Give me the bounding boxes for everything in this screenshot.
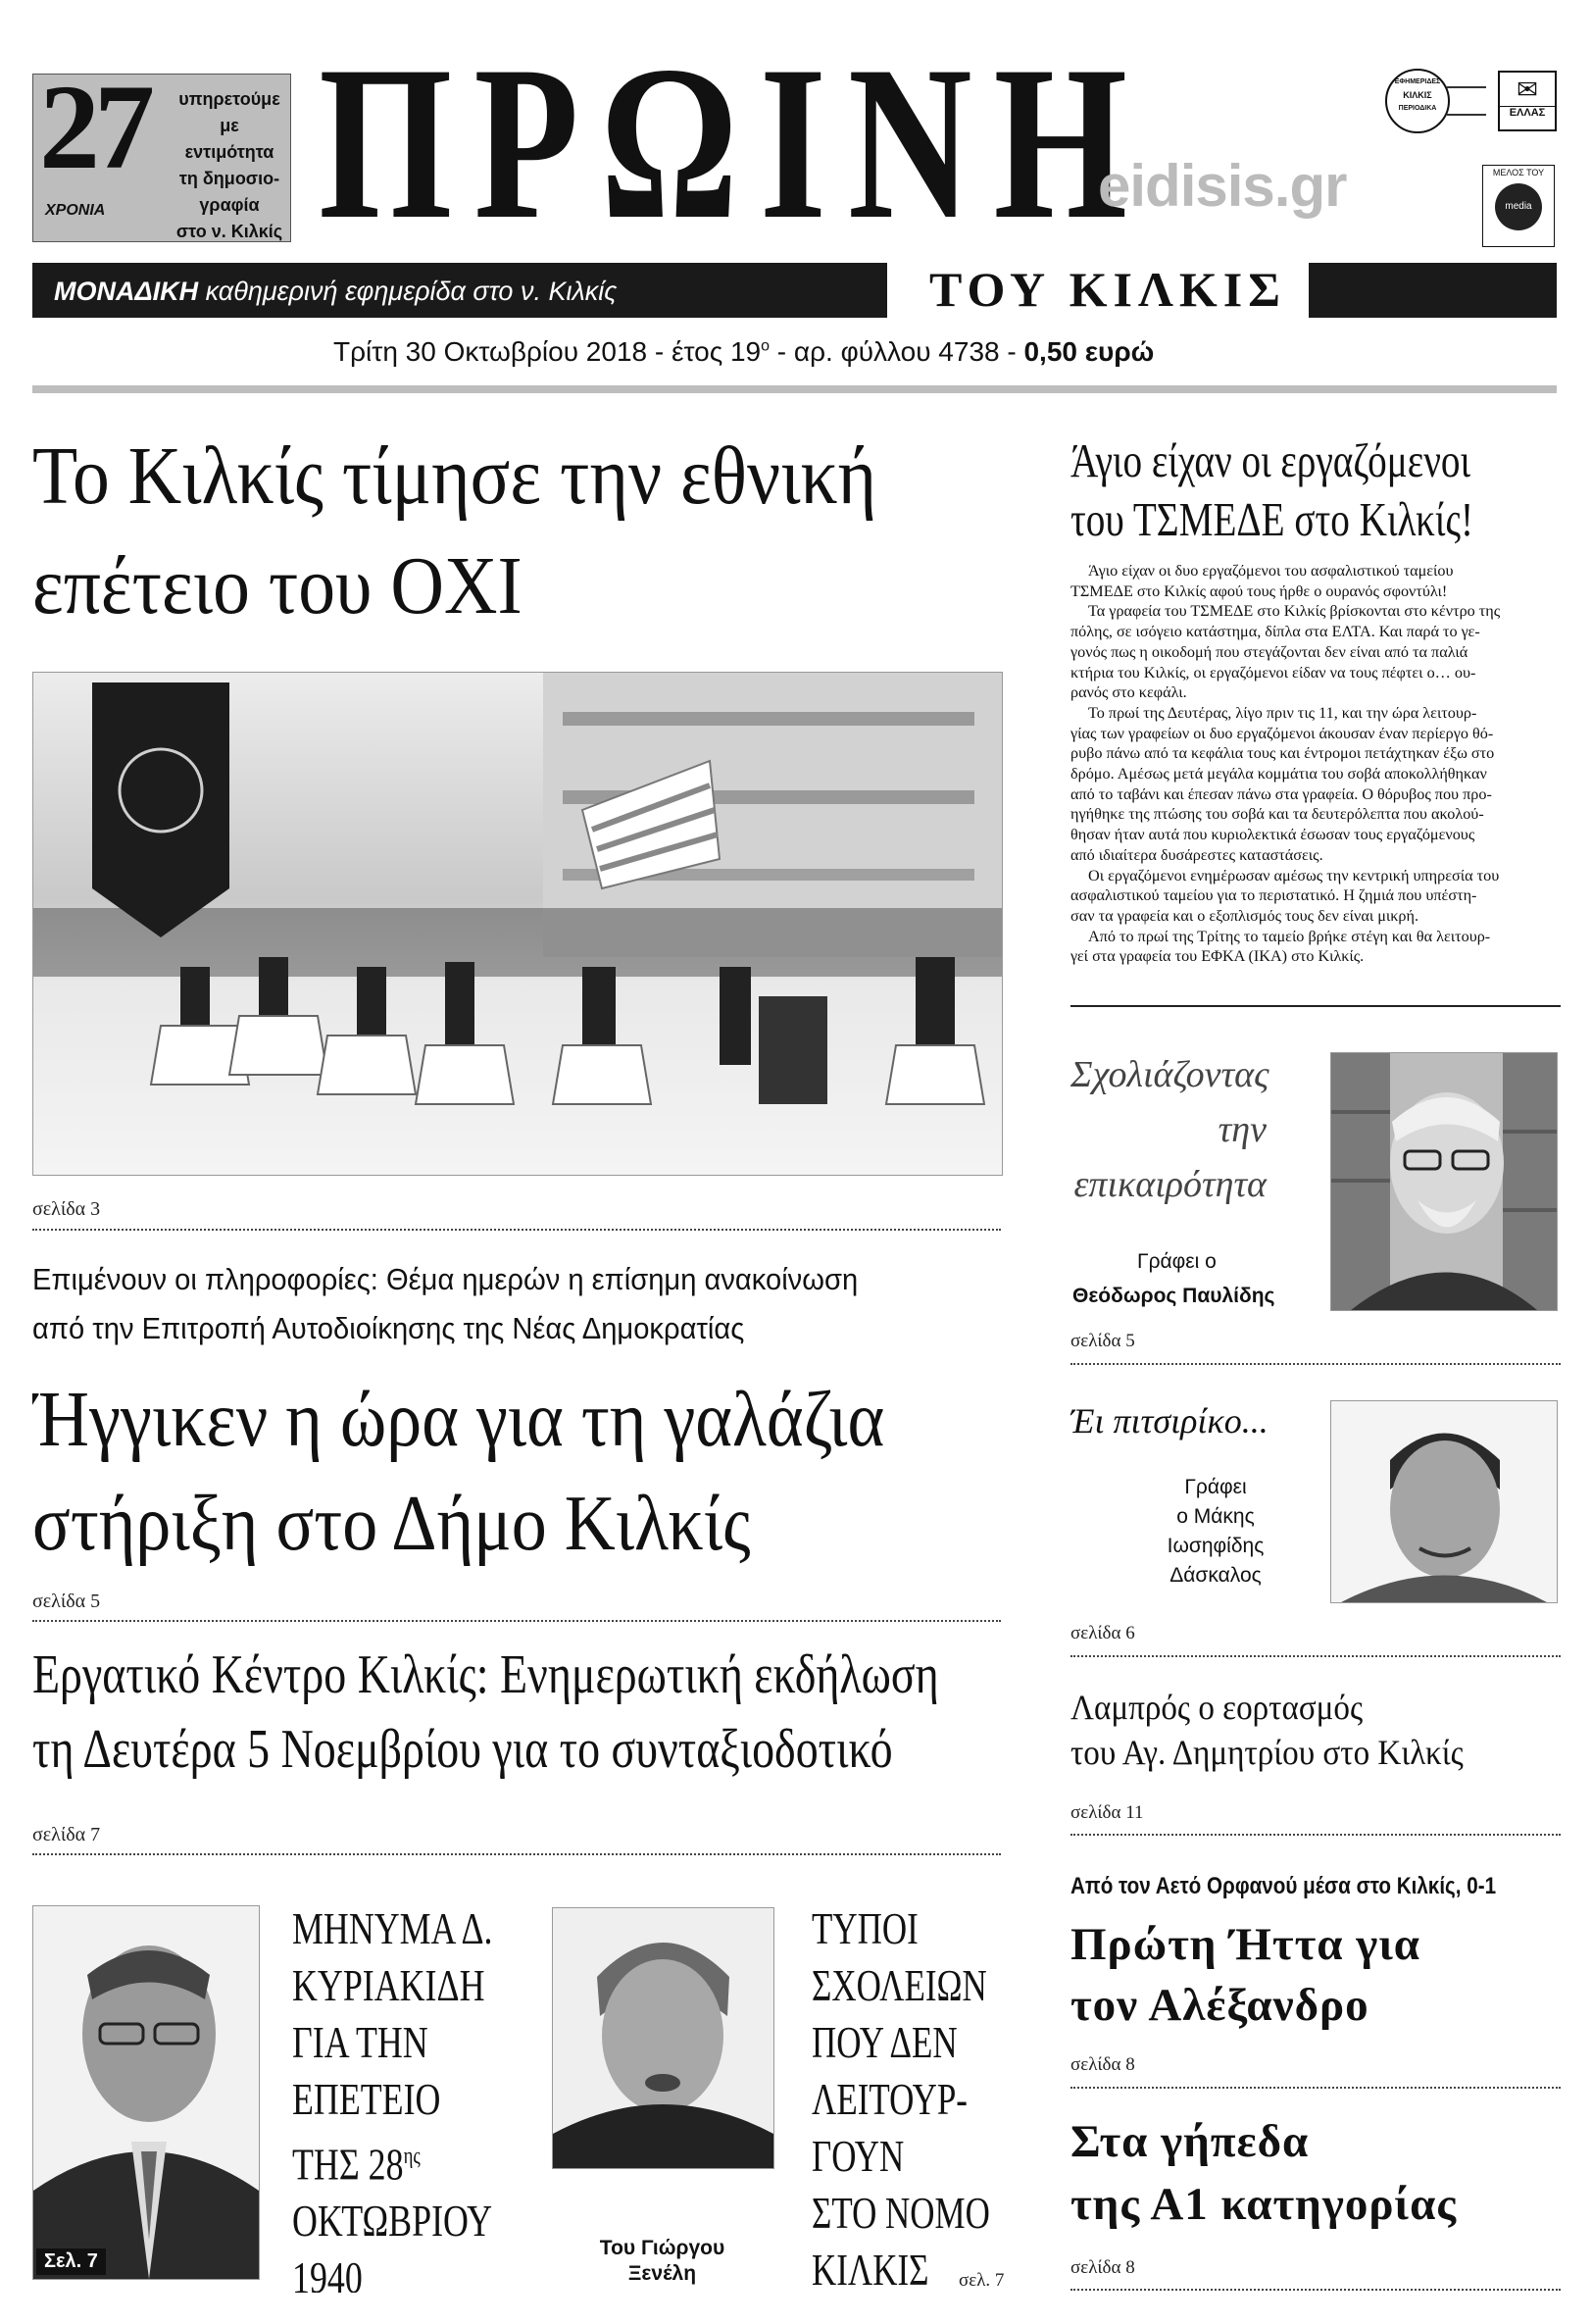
story3-headline: Εργατικό Κέντρο Κιλκίς: Ενημερωτική εκδήλωση τη Δευτέρα 5 Νοεμβρίου για το συνταξιοδοτικό xyxy=(32,1644,939,1780)
divider xyxy=(1070,1834,1561,1836)
media-member-badge: ΜΕΛΟΣ ΤΟΥ media xyxy=(1482,165,1555,247)
years-slogan: υπηρετούμε με εντιμότητα τη δημοσιο- γραφία στο ν. Κιλκίς xyxy=(175,89,283,241)
story2-page-ref: σελίδα 5 xyxy=(32,1591,101,1612)
media-logo-icon: media xyxy=(1495,183,1542,230)
r1-body: Άγιο είχαν οι δυο εργαζόμενοι του ασφαλιστικού ταμείου ΤΣΜΕΔΕ στο Κιλκίς αφού τους ήρθε ο ουρανός σφοντύλι! Τα γραφεία του ΤΣΜΕΔΕ στο Κιλκίς βρίσκονται στο κέντρο της πόλης, σε ισόγειο κατάστημα, δίπλα στα ΕΛΤΑ. Και παρά το γε- γονός πως η οικοδομή που στεγάζονται δεν είναι από τα παλιά κτήρια του Κιλκίς, οι εργαζόμενοι είδαν να τους πέφτει ο… ου- ρανός στο κεφάλι. Το πρωί της Δευτέρας, λίγο πριν τις 11, και την ώρα λειτουρ- γίας των γραφείων οι δυο εργαζόμενοι άκουσαν έναν περίεργο θό- ρυβο πάνω από τα κεφάλια τους και έντρομοι πετάχτηκαν έξω στο δρόμο. Αμέσως μετά μεγάλα κομμάτια του σοβά αποκολλήθηκαν από το ταβάνι και έπεσαν πάνω στα γραφεία. Ο θόρυβος που προ- ηγήθηκε της πτώσης του σοβά και τα δευτερόλεπτα που ακολού- θησαν ήταν αυτά που κυριολεκτικά έσωσαν τους εργαζόμενους από ιδιαίτερα δυσάρεστες καταστάσεις. Οι εργαζόμενοι ενημέρωσαν αμέσως την κεντρική υπηρεσία του ασφαλιστικού ταμείου για το περιστατικό. Η ζημιά που υπέστη- σαν τα γραφεία και ο εξοπλισμός τους δεν είναι μικρή. Από το πρωί της Τρίτης το ταμείο βρήκε στέγη και θα λειτουρ- γεί στα γραφεία του ΕΦΚΑ (ΙΚΑ) στο Κιλκίς. xyxy=(1070,562,1501,966)
col2-byline: Γράφει ο Μάκης Ιωσηφίδης Δάσκαλος xyxy=(1167,1476,1265,1587)
r6-headline: Στα γήπεδα της Α1 κατηγορίας xyxy=(1070,2116,1458,2230)
col2-title: Έι πιτσιρίκο... xyxy=(1070,1401,1269,1440)
elta-logo-icon: ✉ ΕΛΛΑΣ xyxy=(1498,71,1557,131)
parade-photo xyxy=(32,672,1003,1176)
kicker-text: Επιμένουν οι πληροφορίες: Θέμα ημερών η επίσημη ανακοίνωση από την Επιτροπή Αυτοδιοίκησης της Νέας Δημοκρατίας xyxy=(32,1262,859,1345)
masthead-title: ΠΡΩΙΝΗ xyxy=(319,39,1149,245)
r1-headline: Άγιο είχαν οι εργαζόμενοι του ΤΣΜΕΔΕ στο Κιλκίς! xyxy=(1070,433,1474,546)
r6-page-ref: σελίδα 8 xyxy=(1070,2257,1135,2278)
masthead-subtitle: ΤΟΥ ΚΙΛΚΙΣ xyxy=(929,262,1286,317)
col2-page-ref: σελίδα 6 xyxy=(1070,1623,1135,1643)
box2-headline: ΤΥΠΟΙ ΣΧΟΛΕΙΩΝ ΠΟΥ ΔΕΝ ΛΕΙΤΟΥΡ- ΓΟΥΝ ΣΤΟ ΝΟΜΟ ΚΙΛΚΙΣ xyxy=(812,1903,990,2293)
box2-caption: Του Γιώργου Ξενέλη xyxy=(599,2237,725,2285)
r5-headline: Πρώτη Ήττα για τον Αλέξανδρο xyxy=(1070,1919,1420,2031)
pavlidis-portrait xyxy=(1330,1052,1558,1311)
r4-headline: Λαμπρός ο εορτασμός του Αγ. Δημητρίου στο Κιλκίς xyxy=(1070,1688,1464,1772)
xenelis-portrait xyxy=(552,1907,774,2169)
iosifidis-portrait xyxy=(1330,1400,1558,1603)
divider xyxy=(1070,1363,1561,1365)
divider xyxy=(1070,1005,1561,1007)
parade-illustration xyxy=(33,673,1002,1175)
r5-page-ref: σελίδα 8 xyxy=(1070,2054,1135,2075)
website-label: eidisis.gr xyxy=(1098,153,1347,219)
r5-kicker: Από τον Αετό Ορφανού μέσα στο Κιλκίς, 0-1 xyxy=(1070,1873,1497,1899)
box1-headline: ΜΗΝΥΜΑ Δ. ΚΥΡΙΑΚΙΔΗ ΓΙΑ ΤΗΝ ΕΠΕΤΕΙΟ ΤΗΣ $28^{\eta\varsigma}$ ΟΚΤΩΒΡΙΟΥ 1940 xyxy=(292,1903,493,2293)
divider xyxy=(1070,2289,1561,2291)
lead-headline: Το Κιλκίς τίμησε την εθνική επέτειο του ΟΧΙ xyxy=(32,430,877,632)
col1-author: Θεόδωρος Παυλίδης xyxy=(1072,1285,1275,1307)
stamp-wave-lines xyxy=(1447,86,1486,116)
divider xyxy=(32,1853,1001,1855)
dateline: Τρίτη 30 Οκτωβρίου 2018 - έτος $19^o$ - αρ. φύλλου 4738 - 0,50 ευρώ xyxy=(333,336,1155,367)
divider xyxy=(1070,2087,1561,2089)
divider xyxy=(1070,1655,1561,1657)
col1-page-ref: σελίδα 5 xyxy=(1070,1331,1135,1351)
masthead-rule xyxy=(32,385,1557,393)
box2-page-ref: σελ. 7 xyxy=(959,2270,1005,2291)
story2-headline: Ήγγικεν η ώρα για τη γαλάζια στήριξη στο Δήμο Κιλκίς xyxy=(32,1377,885,1567)
kyriakidis-portrait xyxy=(32,1905,260,2280)
divider xyxy=(32,1229,1001,1231)
lead-page-ref: σελίδα 3 xyxy=(32,1198,101,1220)
box1-page-ref: Σελ. 7 xyxy=(36,2248,106,2275)
newspaper-stamp-icon: ΕΦΗΜΕΡΙΔΕΣ ΚΙΛΚΙΣ ΠΕΡΙΟΔΙΚΑ xyxy=(1385,69,1450,133)
divider xyxy=(32,1620,1001,1622)
banner-tagline: ΜΟΝΑΔΙΚΗ καθημερινή εφημερίδα στο ν. Κιλκίς xyxy=(54,277,618,306)
col1-byline: Γράφει ο xyxy=(1137,1250,1217,1273)
years-word: ΧΡΟΝΙΑ xyxy=(45,202,106,219)
story3-page-ref: σελίδα 7 xyxy=(32,1824,101,1845)
years-number: 27 xyxy=(39,60,149,194)
col1-title: Σχολιάζοντας την επικαιρότητα xyxy=(1070,1054,1269,1205)
r4-page-ref: σελίδα 11 xyxy=(1070,1802,1144,1823)
